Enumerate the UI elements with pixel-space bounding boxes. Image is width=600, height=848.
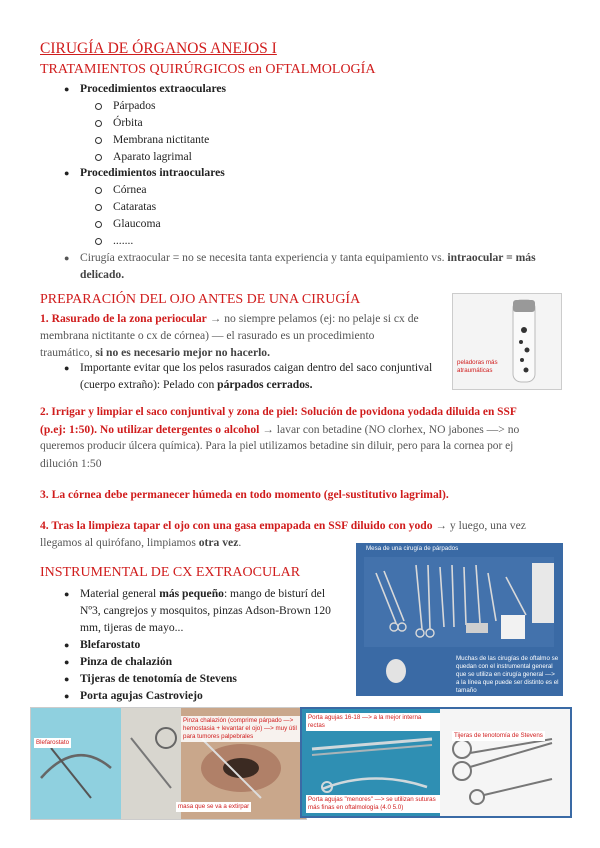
list-item: Córnea [113, 183, 147, 196]
circle-bullet-icon [95, 187, 102, 194]
page-title: CIRUGÍA DE ÓRGANOS ANEJOS I [40, 40, 277, 57]
eyelid-instruments-photo [30, 707, 307, 820]
bullet-icon: ● [64, 363, 70, 373]
bullet-icon: ● [64, 253, 70, 263]
circle-bullet-icon [95, 238, 102, 245]
procedure-heading: Procedimientos extraoculares [80, 82, 227, 95]
bullet-icon: ● [64, 168, 70, 178]
note-text: Cirugía extraocular = no se necesita tanta experiencia y tanta equipamiento vs. intraocular = más [80, 251, 536, 264]
porta-caption: Porta agujas 16-18 —> a la mejor interna rectas [306, 713, 440, 731]
instrumental-b1-line2: Nº3, cangrejos y mosquitos, pinzas Adson-Brown 120 [80, 604, 331, 617]
clipper-caption: peladoras más atraumáticas [457, 359, 498, 374]
tray-caption-top: Mesa de una cirugía de párpados [366, 545, 459, 552]
step4-line1: 4. Tras la limpieza tapar el ojo con una gasa empapada en SSF diluido con yodo → y luego, una vez [40, 519, 526, 532]
list-item: ....... [113, 234, 134, 247]
instrument-item: Blefarostato [80, 638, 141, 651]
bullet-icon: ● [64, 691, 70, 701]
bullet-icon: ● [64, 589, 70, 599]
circle-bullet-icon [95, 137, 102, 144]
step2-line1: 2. Irrigar y limpiar el saco conjuntival y zona de piel: Solución de povidona yodada diluida en SSF [40, 406, 517, 418]
suture-instruments-photo [300, 707, 572, 818]
stevens-caption: Tijeras de tenotomía de Stevens [454, 732, 543, 739]
step2-line3: queremos producir úlcera química). Para la piel utilizamos betadine sin diluir, pero para la cornea por ej [40, 440, 514, 452]
list-item: Membrana nictitante [113, 133, 210, 146]
list-item: Párpados [113, 99, 156, 112]
clipper-photo [452, 293, 562, 390]
mass-caption: masa que se va a extirpar [178, 803, 250, 810]
step1-line1: 1. Rasurado de la zona periocular → no siempre pelamos (ej: no pelaje si cx de [40, 312, 419, 325]
bullet-icon: ● [64, 640, 70, 650]
list-item: Órbita [113, 116, 143, 129]
step2-line4: dilución 1:50 [40, 457, 102, 470]
surgical-tray-photo [356, 543, 563, 696]
step1-line2: membrana nictitante o cx de córnea) — el rasurado es un procedimiento [40, 329, 375, 342]
step1-bullet-line2: (cuerpo extraño): Pelado con párpados cerrados. [80, 378, 313, 391]
bullet-icon: ● [64, 657, 70, 667]
procedure-heading: Procedimientos intraoculares [80, 166, 225, 179]
chalazion-caption: Pinza chalazión (comprime párpado —> hemostasia + levantar el ojo) —> muy útil para tumores palpebrales [181, 716, 305, 742]
circle-bullet-icon [95, 204, 102, 211]
porta-small-caption: Porta agujas "menores" —> se utilizan suturas más finas en oftalmología (4.0 5.0) [306, 795, 440, 813]
tray-caption-bottom: Muchas de las cirugías de oftalmo se quedan con el instrumental general que se utiliza en cirugía general —> a la línea que puede ser distinto es el tamaño [456, 655, 559, 694]
instrumental-b1-line3: mm, tijeras de mayo... [80, 621, 184, 634]
instrument-item: Pinza de chalazión [80, 655, 173, 668]
list-item: Aparato lagrimal [113, 150, 192, 163]
step1-bullet-line1: Importante evitar que los pelos rasurados caigan dentro del saco conjuntival [80, 361, 433, 374]
step3-text: 3. La córnea debe permanecer húmeda en todo momento (gel-sustitutivo lagrimal). [40, 488, 449, 501]
list-item: Glaucoma [113, 217, 161, 230]
step4-line2: llegamos al quirófano, limpiamos otra vez. [40, 536, 242, 549]
blefarostato-caption: Blefarostato [36, 739, 70, 746]
bullet-icon: ● [64, 674, 70, 684]
instrumental-heading: INSTRUMENTAL DE CX EXTRAOCULAR [40, 565, 301, 580]
instrument-item: Porta agujas Castroviejo [80, 689, 203, 702]
step2-line2: (p.ej: 1:50). No utilizar detergentes o alcohol → lavar con betadine (NO clorhex, NO jabones —> no [40, 423, 520, 436]
step1-line3: traumático, si no es necesario mejor no hacerlo. [40, 346, 271, 359]
list-item: Cataratas [113, 200, 157, 213]
prep-heading: PREPARACIÓN DEL OJO ANTES DE UNA CIRUGÍA [40, 292, 361, 307]
circle-bullet-icon [95, 154, 102, 161]
bullet-icon: ● [64, 84, 70, 94]
note-bold: delicado. [80, 268, 125, 281]
circle-bullet-icon [95, 120, 102, 127]
instrument-item: Tijeras de tenotomía de Stevens [80, 672, 237, 685]
page-subtitle: TRATAMIENTOS QUIRÚRGICOS en OFTALMOLOGÍA [40, 62, 376, 77]
instrumental-b1-line1: Material general más pequeño: mango de bisturí del [80, 587, 326, 600]
circle-bullet-icon [95, 103, 102, 110]
circle-bullet-icon [95, 221, 102, 228]
